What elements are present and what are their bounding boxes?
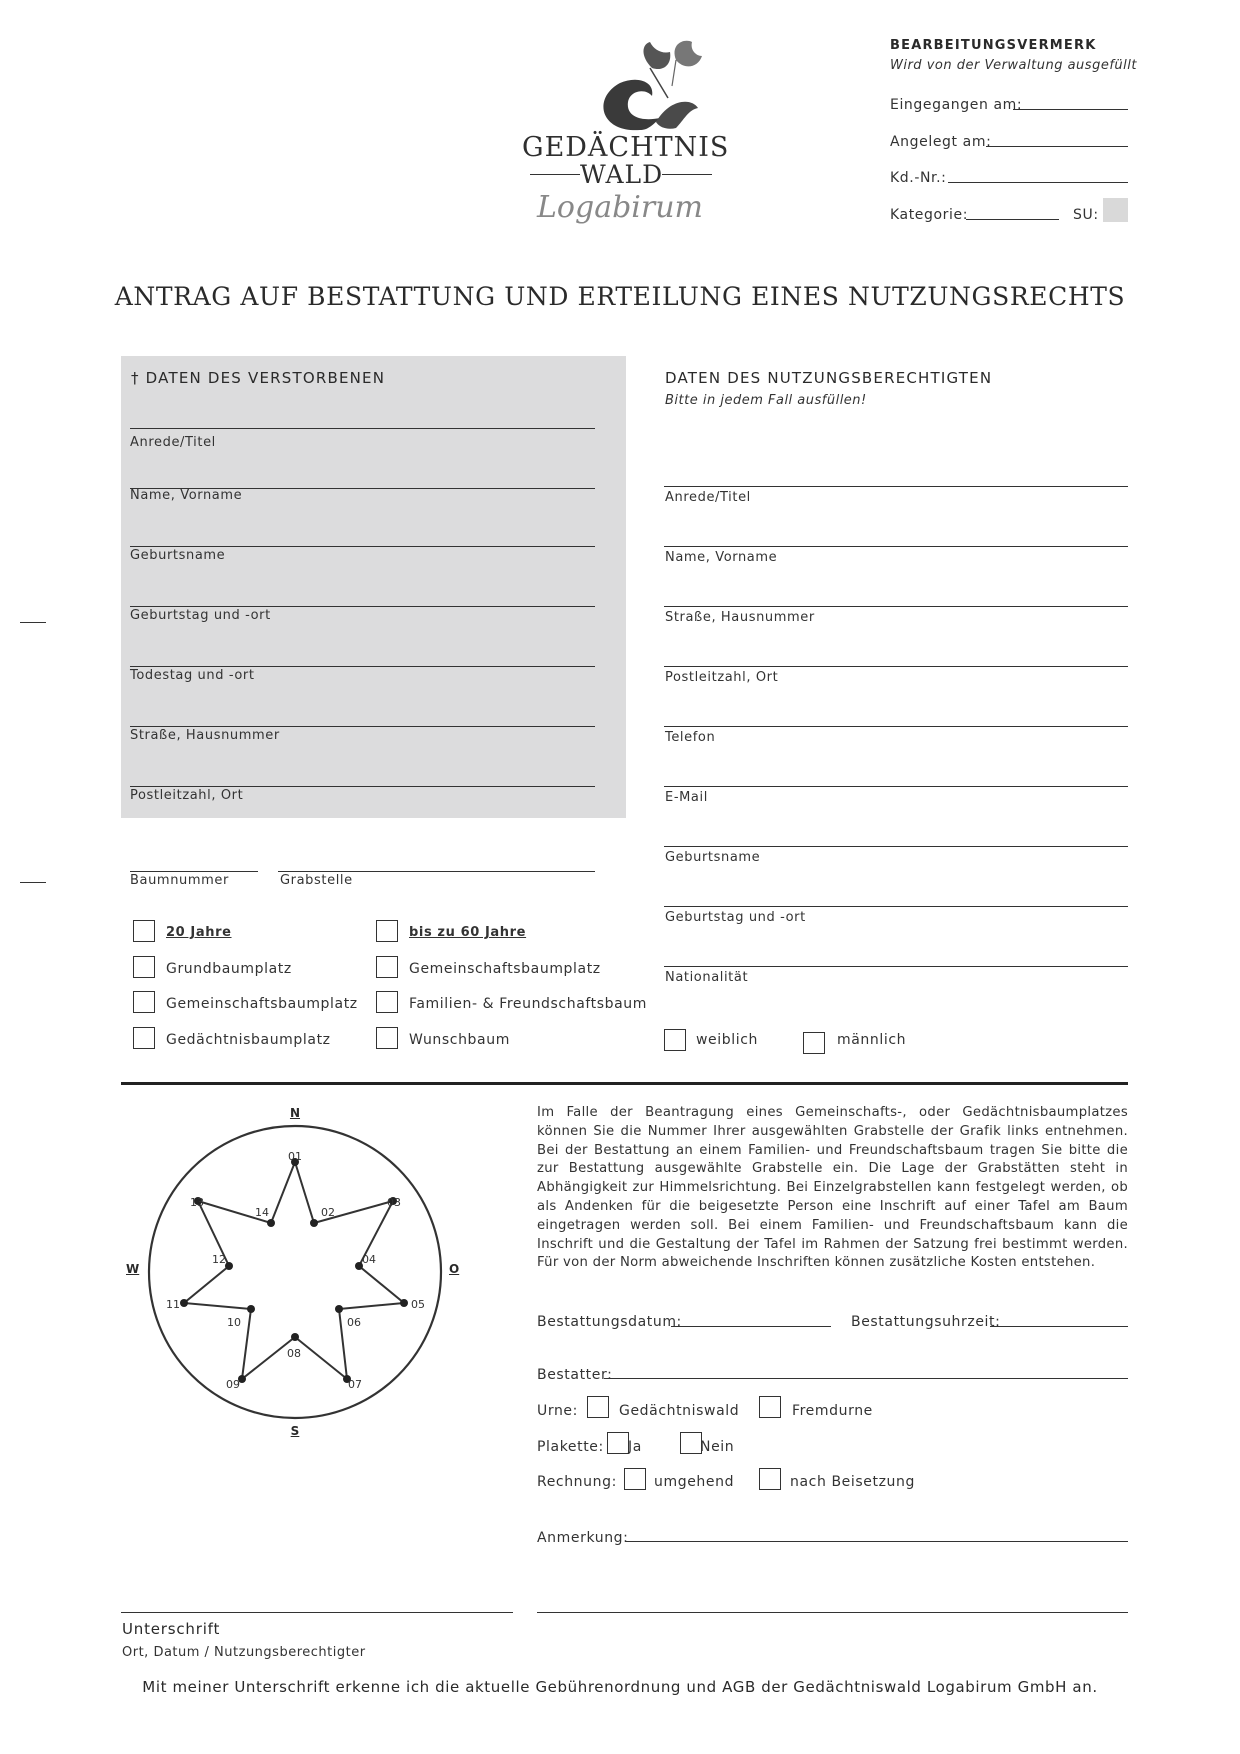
deceased-field-label: Geburtsname (130, 548, 226, 563)
holder-subtitle: Bitte in jedem Fall ausfüllen! (665, 393, 867, 408)
col2-option-label: Familien- & Freundschaftsbaum (409, 996, 648, 1012)
logo-line1: GEDÄCHTNIS (522, 132, 730, 163)
fold-mark (20, 622, 46, 623)
holder-field-label: Name, Vorname (665, 550, 778, 565)
grave-point-label: 02 (321, 1206, 335, 1219)
grabstelle-label: Grabstelle (280, 873, 353, 888)
col2-option-checkbox[interactable] (376, 920, 398, 942)
holder-field-6[interactable] (664, 786, 1128, 787)
col1-option-label: Gemeinschaftsbaumplatz (166, 996, 358, 1012)
bestattungsuhrzeit-label: Bestattungsuhrzeit: (851, 1314, 1001, 1330)
grave-point-02 (310, 1219, 318, 1227)
urne-gedaechtniswald-checkbox[interactable] (587, 1396, 609, 1418)
deceased-field-5[interactable] (130, 666, 595, 667)
ginkgo-logo-icon (580, 38, 730, 143)
col1-option-checkbox[interactable] (133, 991, 155, 1013)
anmerkung-label: Anmerkung: (537, 1530, 629, 1546)
plakette-nein-label: Nein (700, 1439, 735, 1455)
col1-option-checkbox[interactable] (133, 956, 155, 978)
deceased-field-6[interactable] (130, 726, 595, 727)
holder-field-3[interactable] (664, 606, 1128, 607)
compass-north-label: N (289, 1106, 301, 1120)
urne-fremdurne-checkbox[interactable] (759, 1396, 781, 1418)
deceased-field-7[interactable] (130, 786, 595, 787)
compass-south-label: S (290, 1424, 300, 1438)
rechnung-label: Rechnung: (537, 1474, 617, 1490)
grave-point-06 (335, 1305, 343, 1313)
bestatter-field[interactable] (604, 1378, 1128, 1379)
su-box[interactable] (1103, 198, 1128, 222)
holder-title: DATEN DES NUTZUNGSBERECHTIGTEN (665, 369, 993, 387)
maennlich-label: männlich (837, 1032, 907, 1048)
rechnung-nach-beisetzung-label: nach Beisetzung (790, 1474, 915, 1490)
bestattungsuhrzeit-field[interactable] (990, 1326, 1128, 1327)
grave-point-label: 03 (387, 1196, 401, 1209)
col2-option-checkbox[interactable] (376, 1027, 398, 1049)
holder-field-label: Geburtsname (665, 850, 761, 865)
logo-rule (662, 174, 712, 175)
grave-point-label: 05 (411, 1298, 425, 1311)
kategorie-label: Kategorie: (890, 207, 969, 223)
grave-point-08 (291, 1333, 299, 1341)
holder-field-label: Straße, Hausnummer (665, 610, 815, 625)
maennlich-checkbox[interactable] (803, 1032, 825, 1054)
col1-option-label: Grundbaumplatz (166, 961, 292, 977)
grave-point-label: 09 (226, 1378, 240, 1391)
grave-point-10 (247, 1305, 255, 1313)
holder-field-label: Postleitzahl, Ort (665, 670, 779, 685)
grave-point-label: 12 (212, 1253, 226, 1266)
col2-option-checkbox[interactable] (376, 956, 398, 978)
col2-option-label: Gemeinschaftsbaumplatz (409, 961, 601, 977)
col2-option-label: Wunschbaum (409, 1032, 510, 1048)
grave-point-14 (267, 1219, 275, 1227)
angelegt-field[interactable] (986, 146, 1128, 147)
info-paragraph: Im Falle der Beantragung eines Gemeinschafts-, oder Gedächtnisbaumplatzes können Sie die Nummer Ihrer ausgewählten Grabstelle der Grafik links entnehmen. Bei der Bestattung an einem Familien- und Freundschaftsbaum tragen Sie bitte die zur Bestattung ausgewählte Grabstelle ein. Die Lage der Grabstätten steht in Abhängigkeit zur Himmelsrichtung. Bei Einzelgrabstellen kann festgelegt werden, ob als Andenken für die beigesetzte Person eine Inschrift auf einer Tafel am Baum eingetragen werden soll. Bei einem Familien- und Freundschaftsbaum kann die Inschrift und die Gestaltung der Tafel im Rahmen der Satzung frei bestimmt werden. Für von der Norm abweichende Inschriften können zusätzliche Kosten entstehen. (537, 1105, 1128, 1271)
kdnr-label: Kd.-Nr.: (890, 170, 947, 186)
grabstelle-field[interactable] (278, 871, 595, 872)
grave-point-label: 01 (288, 1150, 302, 1163)
baumnummer-field[interactable] (130, 871, 258, 872)
signature-field[interactable] (537, 1612, 1128, 1613)
holder-field-1[interactable] (664, 486, 1128, 487)
holder-field-8[interactable] (664, 906, 1128, 907)
rechnung-umgehend-label: umgehend (654, 1474, 735, 1490)
deceased-field-label: Name, Vorname (130, 488, 243, 503)
col2-option-checkbox[interactable] (376, 991, 398, 1013)
holder-field-label: Anrede/Titel (665, 490, 751, 505)
anmerkung-field[interactable] (626, 1541, 1128, 1542)
col1-option-label: Gedächtnisbaumplatz (166, 1032, 331, 1048)
grave-point-05 (400, 1299, 408, 1307)
grave-point-12 (225, 1262, 233, 1270)
compass-west-label: W (126, 1262, 140, 1276)
deceased-field-label: Todestag und -ort (130, 668, 255, 683)
deceased-field-3[interactable] (130, 546, 595, 547)
grave-point-label: 08 (287, 1347, 301, 1360)
grave-point-label: 06 (347, 1316, 361, 1329)
baumnummer-label: Baumnummer (130, 873, 229, 888)
weiblich-label: weiblich (696, 1032, 758, 1048)
compass-circle (149, 1126, 441, 1418)
compass-east-label: O (449, 1262, 460, 1276)
logo-rule (530, 174, 580, 175)
ort-datum-field[interactable] (121, 1612, 513, 1613)
grave-compass-diagram (121, 1100, 501, 1450)
logo-script: Logabirum (537, 190, 703, 225)
holder-field-label: Nationalität (665, 970, 749, 985)
urne-gedaechtniswald-label: Gedächtniswald (619, 1403, 740, 1419)
rechnung-nach-beisetzung-checkbox[interactable] (759, 1468, 781, 1490)
eingegangen-label: Eingegangen am: (890, 97, 1023, 113)
agb-statement: Mit meiner Unterschrift erkenne ich die aktuelle Gebührenordnung und AGB der Gedächtniswald Logabirum GmbH an. (142, 1678, 1098, 1696)
holder-field-5[interactable] (664, 726, 1128, 727)
grave-point-label: 07 (348, 1378, 362, 1391)
page-title: ANTRAG AUF BESTATTUNG UND ERTEILUNG EINES NUTZUNGSRECHTS (114, 282, 1126, 311)
signature-sublabel: Ort, Datum / Nutzungsberechtigter (122, 1645, 366, 1660)
col1-option-checkbox[interactable] (133, 1027, 155, 1049)
plakette-nein-checkbox[interactable] (680, 1432, 702, 1454)
grave-point-11 (180, 1299, 188, 1307)
su-label: SU: (1073, 207, 1099, 223)
grave-point-label: 11 (166, 1298, 180, 1311)
deceased-field-1[interactable] (130, 428, 595, 429)
office-title: BEARBEITUNGSVERMERK (890, 38, 1097, 53)
bestattungsdatum-field[interactable] (671, 1326, 831, 1327)
deceased-field-label: Anrede/Titel (130, 435, 216, 450)
col2-option-label: bis zu 60 Jahre (409, 925, 527, 940)
bestatter-label: Bestatter: (537, 1367, 613, 1383)
deceased-field-label: Postleitzahl, Ort (130, 788, 244, 803)
kdnr-field[interactable] (948, 182, 1128, 183)
weiblich-checkbox[interactable] (664, 1029, 686, 1051)
urne-label: Urne: (537, 1403, 578, 1419)
kategorie-field[interactable] (966, 219, 1059, 220)
holder-field-4[interactable] (664, 666, 1128, 667)
grave-point-label: 04 (362, 1253, 376, 1266)
grave-point-label: 14 (255, 1206, 269, 1219)
holder-field-9[interactable] (664, 966, 1128, 967)
holder-field-7[interactable] (664, 846, 1128, 847)
urne-fremdurne-label: Fremdurne (792, 1403, 873, 1419)
deceased-field-label: Geburtstag und -ort (130, 608, 271, 623)
office-subtitle: Wird von der Verwaltung ausgefüllt (890, 58, 1137, 73)
plakette-label: Plakette: (537, 1439, 604, 1455)
angelegt-label: Angelegt am: (890, 134, 992, 150)
eingegangen-field[interactable] (1013, 109, 1128, 110)
signature-label: Unterschrift (122, 1620, 221, 1638)
col1-option-checkbox[interactable] (133, 920, 155, 942)
logo-line2: WALD (580, 160, 664, 189)
fold-mark (20, 882, 46, 883)
plakette-ja-checkbox[interactable] (607, 1432, 629, 1454)
grave-point-label: 13 (190, 1196, 204, 1209)
grave-point-label: 10 (227, 1316, 241, 1329)
deceased-field-4[interactable] (130, 606, 595, 607)
holder-field-label: E-Mail (665, 790, 708, 805)
bestattungsdatum-label: Bestattungsdatum: (537, 1314, 682, 1330)
plakette-ja-label: Ja (628, 1439, 642, 1455)
rechnung-umgehend-checkbox[interactable] (624, 1468, 646, 1490)
deceased-title: † DATEN DES VERSTORBENEN (131, 369, 386, 387)
deceased-panel (121, 356, 626, 818)
holder-field-label: Geburtstag und -ort (665, 910, 806, 925)
deceased-field-label: Straße, Hausnummer (130, 728, 280, 743)
section-divider (121, 1082, 1128, 1085)
holder-field-2[interactable] (664, 546, 1128, 547)
holder-field-label: Telefon (665, 730, 716, 745)
col1-option-label: 20 Jahre (166, 925, 232, 940)
